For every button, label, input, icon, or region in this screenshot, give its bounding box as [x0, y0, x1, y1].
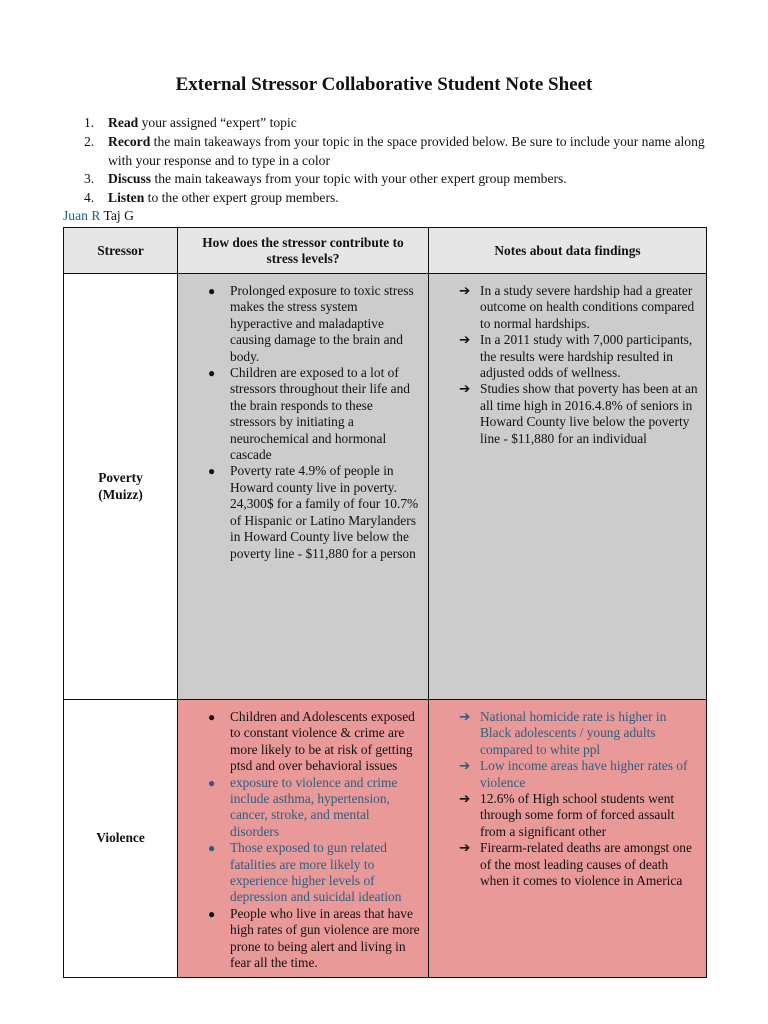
arrow-right-icon: ➔ — [459, 791, 471, 807]
bullet-icon: ● — [208, 284, 216, 298]
student-name-juan: Juan R — [63, 208, 101, 223]
item-text: National homicide rate is higher in Black adolescents / young adults compared to white ppl — [480, 709, 667, 757]
contribute-cell — [178, 274, 429, 700]
item-text: Children and Adolescents exposed to constant violence & crime are more likely to be at risk of getting ptsd and over behavioral issues — [230, 709, 415, 774]
table-header-row — [64, 228, 707, 274]
list-item — [179, 283, 421, 365]
table-row — [64, 274, 707, 700]
arrow-list — [430, 701, 705, 889]
list-item — [430, 709, 699, 758]
item-number: 4. — [84, 190, 95, 206]
arrow-right-icon: ➔ — [459, 283, 471, 298]
arrow-right-icon: ➔ — [459, 840, 471, 856]
arrow-right-icon: ➔ — [459, 381, 471, 397]
item-number: 3. — [84, 171, 95, 187]
contribute-cell — [178, 700, 429, 978]
bullet-list — [179, 701, 427, 972]
student-names — [63, 207, 134, 225]
bullet-icon: ● — [208, 775, 216, 790]
item-text: Poverty rate 4.9% of people in Howard county live in poverty. 24,300$ for a family of four 10.7% of Hispanic or Latino Marylanders in Howard County live below the poverty line - $11,880 for a person — [230, 463, 419, 561]
arrow-right-icon: ➔ — [459, 758, 471, 774]
stressor-cell-violence: Violence — [64, 700, 178, 978]
item-text: In a 2011 study with 7,000 participants, the results were hardship resulted in adjusted odds of wellness. — [480, 332, 693, 381]
item-rest: to the other expert group members. — [144, 190, 339, 206]
item-text — [108, 114, 297, 133]
bullet-icon: ● — [208, 464, 216, 479]
document-title: External Stressor Collaborative Student Note Sheet — [175, 74, 593, 95]
bullet-icon: ● — [208, 906, 216, 921]
instruction-item — [84, 170, 724, 189]
arrow-list — [430, 275, 705, 447]
item-rest: the main takeaways from your topic with your other expert group members. — [151, 171, 567, 187]
bullet-list — [179, 275, 427, 562]
list-item — [430, 332, 699, 381]
list-item — [179, 463, 421, 561]
header-stressor: Stressor — [64, 228, 178, 274]
item-keyword: Discuss — [108, 171, 152, 187]
item-rest: your assigned “expert” topic — [138, 115, 297, 130]
instruction-list — [84, 114, 724, 208]
notes-cell — [429, 700, 707, 978]
item-text: Children are exposed to a lot of stressors throughout their life and the brain responds to these stressors by initiating a neurochemical and hormonal cascade — [230, 365, 410, 463]
item-text — [108, 189, 339, 208]
item-rest: the main takeaways from your topic in the space provided below. Be sure to include your name along with your response and to type in a color — [108, 133, 705, 168]
list-item — [430, 283, 699, 332]
item-keyword: Record — [108, 133, 151, 149]
list-item — [430, 758, 699, 791]
item-text: In a study severe hardship had a greater outcome on health conditions compared to normal hardships. — [480, 283, 695, 331]
arrow-right-icon: ➔ — [459, 332, 471, 348]
instruction-item — [84, 133, 724, 171]
header-notes: Notes about data findings — [429, 228, 707, 274]
item-text: 12.6% of High school students went through some form of forced assault from a significant other — [480, 791, 675, 839]
list-item — [430, 791, 699, 840]
item-text: Prolonged exposure to toxic stress makes the stress system hyperactive and maladaptive causing damage to the brain and body. — [230, 283, 414, 364]
item-text: Low income areas have higher rates of violence — [480, 758, 688, 790]
header-contribute: How does the stressor contribute to stress levels? — [178, 228, 429, 274]
item-text — [108, 170, 567, 189]
stressor-cell-poverty: Poverty (Muizz) — [64, 274, 178, 700]
item-keyword: Listen — [108, 190, 145, 206]
list-item — [179, 709, 421, 775]
instruction-item — [84, 189, 724, 208]
instruction-item — [84, 114, 724, 133]
item-text — [108, 133, 724, 171]
bullet-icon: ● — [208, 841, 216, 856]
item-text: Firearm-related deaths are amongst one of the most leading causes of death when it comes to violence in America — [480, 840, 692, 889]
list-item — [430, 381, 699, 447]
list-item — [179, 906, 421, 972]
list-item — [179, 840, 421, 906]
stressor-table — [63, 227, 707, 978]
item-text: Studies show that poverty has been at an all time high in 2016.4.8% of seniors in Howard County live below the poverty line - $11,880 for an individual — [480, 381, 698, 446]
list-item — [179, 365, 421, 463]
arrow-right-icon: ➔ — [459, 709, 471, 724]
item-keyword: Read — [108, 115, 139, 130]
student-name-taj: Taj G — [103, 208, 134, 223]
list-item — [179, 775, 421, 841]
bullet-icon: ● — [208, 366, 216, 381]
bullet-icon: ● — [208, 710, 216, 724]
table-row — [64, 700, 707, 978]
list-item — [430, 840, 699, 889]
item-number: 2. — [84, 133, 95, 149]
item-text: Those exposed to gun related fatalities are more likely to experience higher levels of depression and suicidal ideation — [230, 840, 402, 905]
notes-cell — [429, 274, 707, 700]
item-text: exposure to violence and crime include asthma, hypertension, cancer, stroke, and mental disorders — [230, 774, 398, 839]
item-text: People who live in areas that have high rates of gun violence are more prone to being alert and living in fear all the time. — [230, 905, 420, 971]
item-number: 1. — [84, 115, 95, 130]
